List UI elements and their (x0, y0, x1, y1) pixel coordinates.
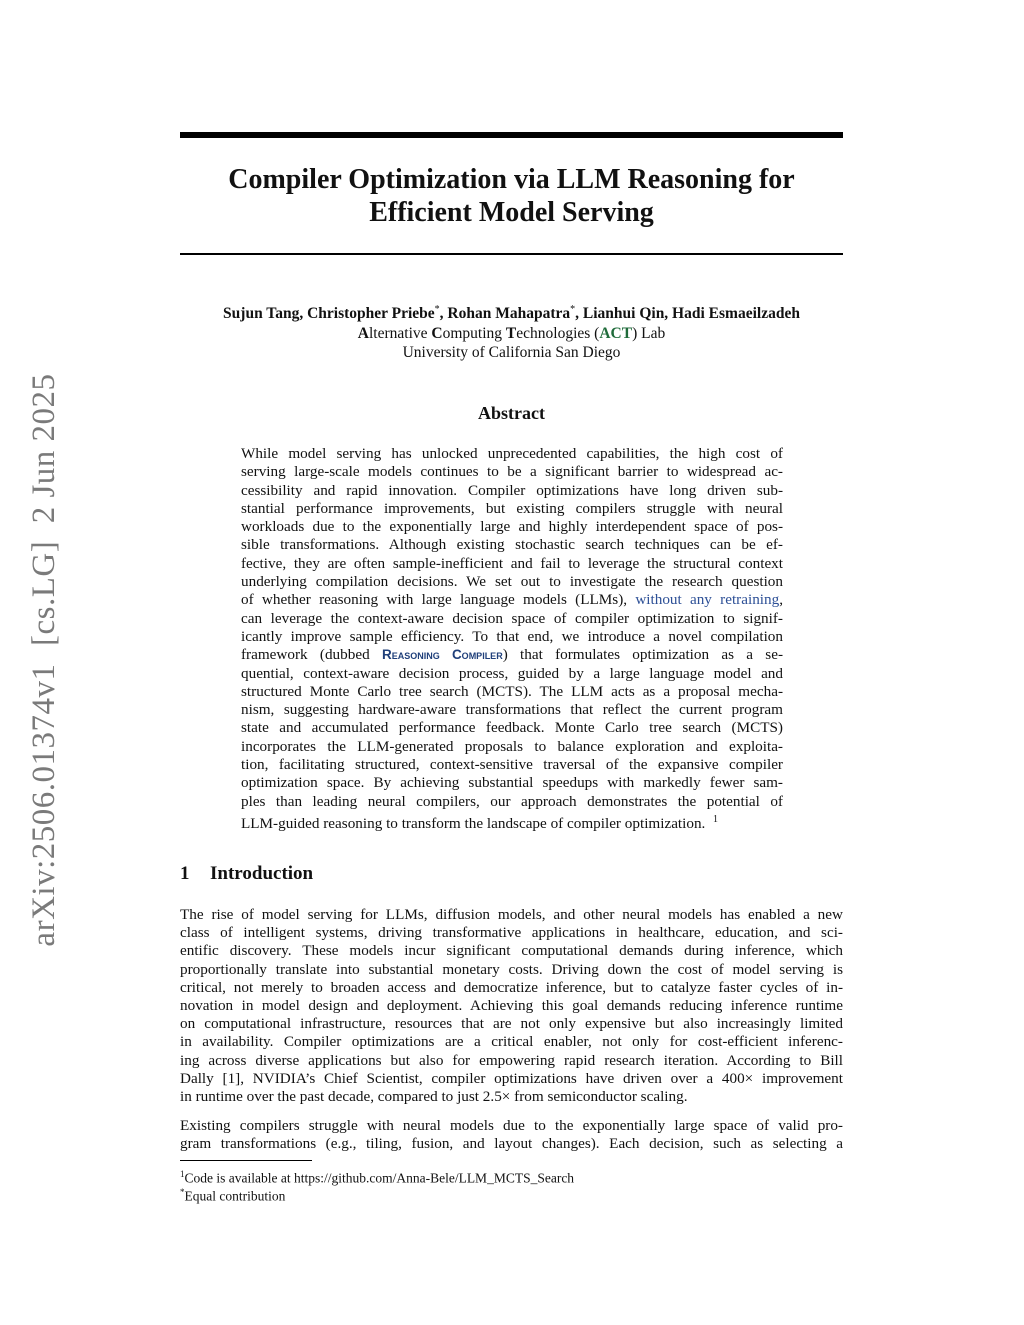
author-names (180, 300, 843, 324)
arxiv-category: [cs.LG] (26, 540, 62, 646)
body-line: proportionally translate into substantial monetary costs. Driving down the cost of model serving is (180, 960, 843, 978)
abstract-line: sible transformations. Although existing stochastic search techniques can be ef- (241, 536, 783, 554)
abstract-line: can leverage the context-aware decision space of compiler optimization to signif- (241, 609, 783, 627)
body-line: in runtime over the past decade, compared to just 2.5× from semiconductor scaling. (180, 1088, 688, 1106)
abstract-line: icantly improve sample efficiency. To that end, we introduce a novel compilation (241, 627, 783, 645)
abstract-line (241, 811, 783, 833)
abstract-line (241, 591, 783, 609)
without-retraining-emphasis: without any retraining (635, 591, 780, 609)
abstract-text: ) that formulates optimization as a se- (502, 646, 784, 664)
lab-initial: T (505, 324, 517, 342)
act-acronym: ACT (599, 324, 633, 342)
intro-paragraph-2 (180, 1117, 843, 1153)
reasoning-compiler-name: Reasoning Compiler (381, 647, 503, 663)
footnote-text: Equal contribution (184, 1188, 286, 1204)
university: University of California San Diego (402, 344, 621, 362)
author-segment: , Rohan Mahapatra (439, 305, 571, 323)
abstract-text: framework (dubbed (241, 646, 382, 664)
lab-initial: A (357, 324, 369, 342)
abstract-line: structured Monte Carlo tree search (MCTS). The LLM acts as a proposal mecha- (241, 682, 783, 700)
arxiv-date: 2 Jun 2025 (26, 373, 62, 524)
abstract-text: , (779, 591, 783, 609)
body-line: novation in model design and deployment. Achieving this goal demands reducing inference runtime (180, 997, 843, 1015)
body-line: class of intelligent systems, driving transformative applications in healthcare, education, and sci- (180, 924, 843, 942)
title-line-2: Efficient Model Serving (369, 197, 654, 228)
body-line: on computational infrastructure, resources that are not only expensive but also increasingly limited (180, 1015, 843, 1033)
abstract-text: of whether reasoning with large language models (LLMs), (241, 591, 636, 609)
abstract-line: nism, suggesting hardware-aware transformations that reflect the current program (241, 701, 783, 719)
abstract-line: cessibility and rapid innovation. Compiler optimizations have long driven sub- (241, 481, 783, 499)
arxiv-sidebar-stamp (26, 360, 62, 960)
equal-contribution-mark: * (434, 304, 440, 315)
lab-text: echnologies ( (516, 324, 600, 342)
body-line: critical, not merely to broaden access and democratize inference, but to catalyze faster cycles of in- (180, 978, 843, 996)
lab-initial: C (431, 324, 443, 342)
body-line: in availability. Compiler optimizations are a critical enabler, not only for cost-efficient inferenc- (180, 1033, 843, 1051)
arxiv-id: arXiv:2506.01374v1 (26, 663, 62, 947)
footnote-mark: 1 (180, 1169, 185, 1179)
equal-contribution-mark: * (570, 304, 576, 315)
abstract-line: tion, facilitating structured, context-sensitive traversal of the expansive compiler (241, 756, 783, 774)
abstract-line: incorporates the LLM-generated proposals to balance exploration and exploita- (241, 737, 783, 755)
footnote-equal-contribution (180, 1184, 285, 1205)
abstract-line (241, 646, 783, 664)
abstract-line: stantial performance improvements, but existing compilers struggle with neural (241, 499, 783, 517)
abstract-line: fective, they are often sample-inefficient and fail to leverage the structural context (241, 554, 783, 572)
abstract-line: underlying compilation decisions. We set out to investigate the research question (241, 573, 783, 591)
section-number: 1 (180, 863, 190, 884)
body-line: ing across diverse applications but also for empowering rapid research iteration. According to Bill (180, 1051, 843, 1069)
footnote-ref-1[interactable]: 1 (712, 813, 718, 825)
abstract-line: state and accumulated performance feedback. Monte Carlo tree search (MCTS) (241, 719, 783, 737)
intro-paragraph-1 (180, 906, 843, 1106)
body-line: entific discovery. These models incur significant computational demands during inference, which (180, 942, 843, 960)
body-line: gram transformations (e.g., tiling, fusion, and layout changes). Each decision, such as selecting a (180, 1135, 843, 1153)
lab-text: omputing (442, 324, 506, 342)
lab-text: ) Lab (632, 324, 666, 342)
abstract-heading: Abstract (478, 403, 545, 423)
section-heading-introduction (180, 863, 313, 885)
abstract-text: LLM-guided reasoning to transform the landscape of compiler optimization. (241, 815, 706, 832)
lab-affiliation (180, 324, 843, 344)
title-top-rule (180, 132, 843, 138)
abstract-body (241, 445, 783, 833)
author-segment: Sujun Tang, Christopher Priebe (223, 305, 435, 323)
author-segment: , Lianhui Qin, Hadi Esmaeilzadeh (575, 305, 800, 323)
abstract-line: optimization space. By achieving substantial speedups with markedly fewer sam- (241, 774, 783, 792)
body-line: The rise of model serving for LLMs, diffusion models, and other neural models has enabled a new (180, 906, 843, 923)
title-line-1: Compiler Optimization via LLM Reasoning for (228, 164, 795, 195)
abstract-line: While model serving has unlocked unprecedented capabilities, the high cost of (241, 445, 783, 462)
abstract-line: serving large-scale models continues to be a significant barrier to widespread ac- (241, 463, 783, 481)
body-line: Dally [1], NVIDIA’s Chief Scientist, compiler optimizations have driven over a 400× improvement (180, 1069, 843, 1087)
footnote-rule (180, 1160, 312, 1161)
section-title: Introduction (210, 863, 314, 884)
footnote-text[interactable]: Code is available at https://github.com/Anna-Bele/LLM_MCTS_Search (184, 1170, 575, 1186)
paper-title (180, 163, 843, 229)
title-bottom-rule (180, 253, 843, 255)
abstract-line: workloads due to the exponentially large and highly interdependent space of pos- (241, 518, 783, 536)
abstract-line: ples than leading neural compilers, our approach demonstrates the potential of (241, 792, 783, 810)
abstract-line: quential, context-aware decision process, guided by a large language model and (241, 664, 783, 682)
lab-text: lternative (369, 324, 432, 342)
author-block (180, 300, 843, 363)
footnote-mark: * (180, 1187, 185, 1197)
body-line: Existing compilers struggle with neural models due to the exponentially large space of valid pro- (180, 1117, 843, 1134)
